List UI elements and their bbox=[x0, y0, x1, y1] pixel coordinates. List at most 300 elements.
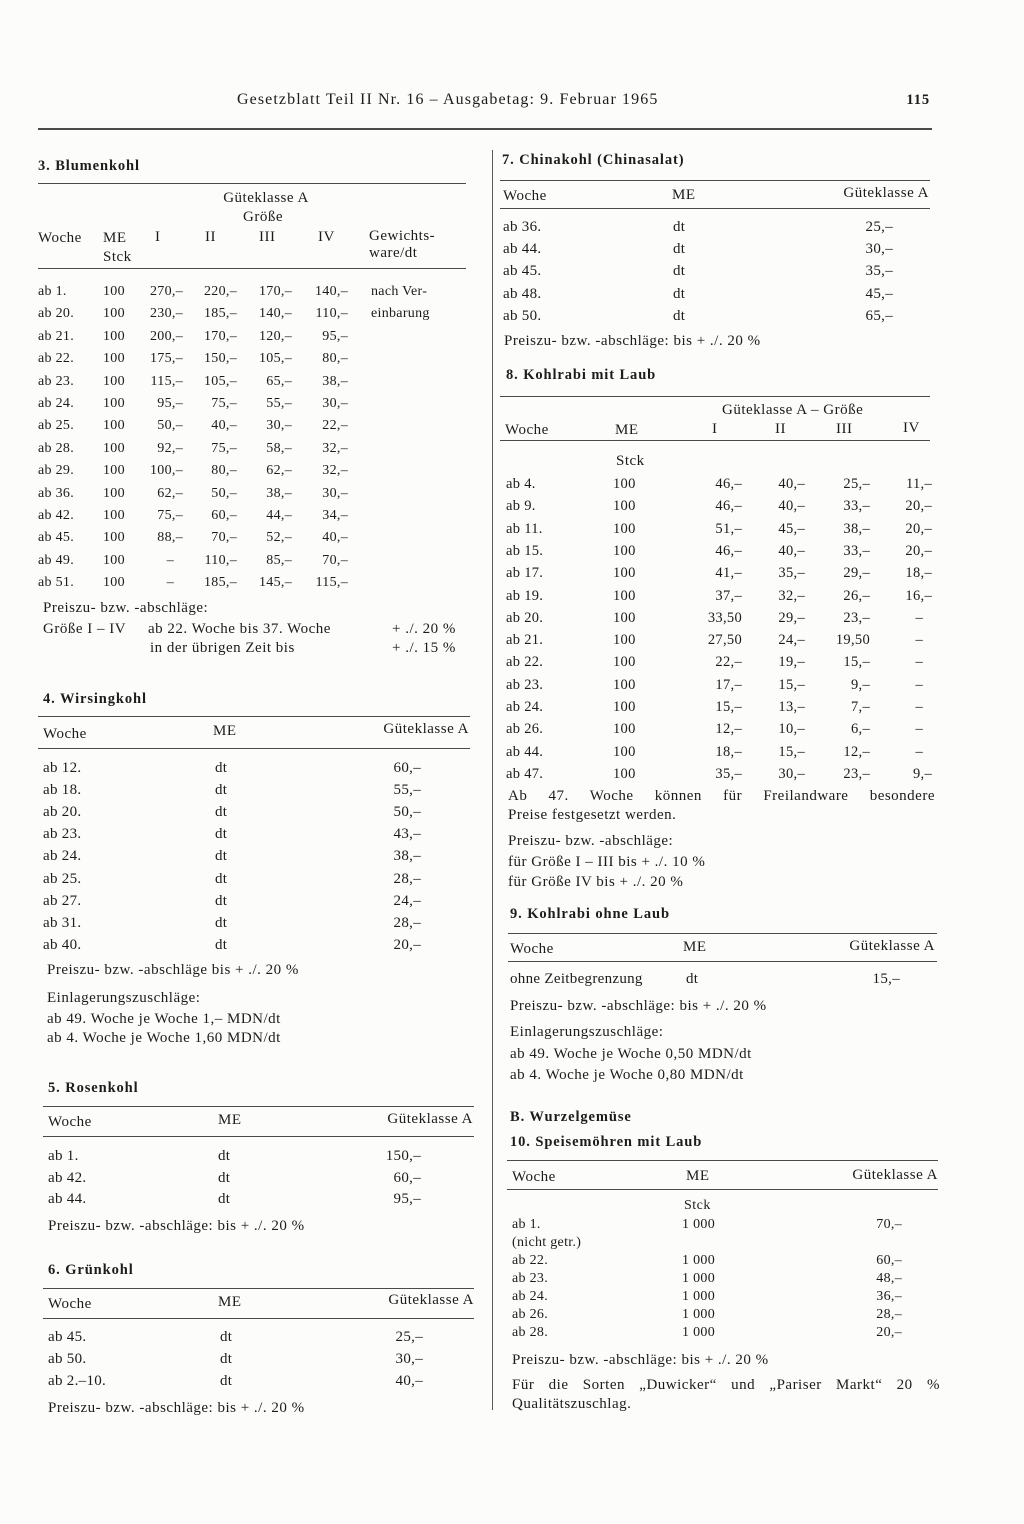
header-rule bbox=[38, 128, 932, 130]
price-ii-cell: 19,– bbox=[778, 654, 805, 671]
price-ii-cell: 40,– bbox=[211, 418, 237, 434]
week-cell: ab 23. bbox=[506, 676, 544, 693]
price-ii-cell: 24,– bbox=[778, 632, 805, 649]
price-iv-cell: 110,– bbox=[315, 306, 348, 322]
price-cell: 60,– bbox=[876, 1253, 902, 1268]
price-iv-cell: – bbox=[915, 743, 923, 760]
price-adjust-line: für Größe IV bis + ./. 20 % bbox=[508, 874, 684, 890]
price-iv-cell: – bbox=[915, 699, 923, 715]
price-adjust-period: in der übrigen Zeit bis bbox=[150, 640, 295, 656]
price-iii-cell: 85,– bbox=[266, 552, 292, 568]
price-iii-cell: 7,– bbox=[850, 699, 870, 715]
quantity-cell: 100 bbox=[103, 284, 125, 299]
quantity-cell: 100 bbox=[613, 587, 636, 604]
week-cell: ab 19. bbox=[506, 587, 544, 604]
price-adjust-line: für Größe I – III bis + ./. 10 % bbox=[508, 854, 706, 870]
section-heading-rosenkohl: 5. Rosenkohl bbox=[48, 1080, 139, 1096]
table-note: Ab 47. Woche können für Freilandware besondere bbox=[508, 788, 935, 804]
quantity-cell: 1 000 bbox=[682, 1217, 715, 1232]
section-heading-wirsingkohl: 4. Wirsingkohl bbox=[43, 691, 147, 707]
price-ii-cell: 105,– bbox=[204, 373, 237, 389]
quantity-cell: 100 bbox=[103, 552, 125, 568]
price-iv-cell: 34,– bbox=[322, 508, 348, 523]
column-header-grade: Güteklasse A bbox=[852, 1167, 938, 1183]
week-cell: ab 28. bbox=[38, 440, 75, 456]
week-cell: ab 20. bbox=[506, 609, 544, 626]
grade-group-label: Güteklasse A bbox=[223, 190, 309, 206]
quantity-cell: 100 bbox=[103, 328, 125, 344]
week-cell: ab 21. bbox=[506, 632, 544, 649]
column-header-i: I bbox=[712, 421, 718, 437]
section-heading-speisemoehren: 10. Speisemöhren mit Laub bbox=[510, 1134, 703, 1150]
unit-cell: dt bbox=[215, 804, 228, 821]
price-i-cell: 115,– bbox=[150, 373, 183, 389]
quantity-cell: 1 000 bbox=[682, 1307, 715, 1322]
unit-cell: dt bbox=[215, 760, 228, 776]
week-cell: ab 50. bbox=[503, 307, 542, 324]
week-cell: ab 20. bbox=[38, 306, 75, 322]
price-iii-cell: 19,50 bbox=[835, 632, 870, 649]
price-i-cell: 22,– bbox=[715, 654, 742, 671]
week-cell: ab 1. bbox=[48, 1148, 79, 1164]
price-ii-cell: 30,– bbox=[778, 765, 805, 782]
column-header-me: ME bbox=[103, 230, 127, 246]
quantity-cell: 100 bbox=[613, 542, 636, 559]
price-cell: 35,– bbox=[865, 263, 893, 280]
price-i-cell: 51,– bbox=[715, 520, 742, 537]
week-cell: ab 23. bbox=[512, 1271, 549, 1286]
unit-cell: dt bbox=[220, 1373, 233, 1389]
quality-surcharge-note: Qualitätszuschlag. bbox=[512, 1396, 632, 1412]
week-cell: ab 4. bbox=[506, 476, 536, 492]
price-iii-cell: 9,– bbox=[850, 676, 870, 693]
table-header-rule bbox=[508, 961, 937, 962]
price-i-cell: 46,– bbox=[715, 498, 742, 515]
column-header-ii: II bbox=[775, 421, 786, 437]
quantity-cell: 100 bbox=[103, 485, 125, 501]
week-cell: ab 18. bbox=[43, 782, 82, 799]
price-iii-cell: 29,– bbox=[843, 565, 870, 582]
price-iii-cell: 33,– bbox=[843, 498, 870, 515]
price-iii-cell: 58,– bbox=[266, 440, 292, 456]
price-cell: 20,– bbox=[876, 1325, 902, 1340]
week-cell: ab 48. bbox=[503, 285, 542, 302]
price-iii-cell: 23,– bbox=[843, 609, 870, 626]
week-cell: ab 44. bbox=[506, 743, 544, 760]
price-iii-cell: 12,– bbox=[843, 743, 870, 760]
price-ii-cell: 150,– bbox=[204, 351, 237, 367]
quantity-cell: 1 000 bbox=[682, 1271, 715, 1286]
week-cell: ab 51. bbox=[38, 575, 75, 591]
price-ii-cell: 50,– bbox=[211, 485, 237, 501]
storage-surcharge-line: ab 49. Woche je Woche 0,50 MDN/dt bbox=[510, 1046, 752, 1062]
week-cell: ab 24. bbox=[43, 848, 82, 865]
quantity-cell: 100 bbox=[613, 609, 636, 626]
column-header-me: ME bbox=[683, 939, 707, 955]
quantity-cell: 100 bbox=[613, 654, 636, 671]
quantity-cell: 100 bbox=[613, 676, 636, 693]
quantity-cell: 1 000 bbox=[682, 1325, 715, 1340]
column-divider bbox=[492, 150, 493, 1410]
week-cell: ab 42. bbox=[48, 1169, 87, 1186]
quantity-cell: 100 bbox=[103, 440, 125, 456]
column-header-woche: Woche bbox=[48, 1296, 92, 1312]
price-ii-cell: 60,– bbox=[211, 508, 237, 523]
table-top-rule bbox=[508, 933, 937, 934]
price-ii-cell: 15,– bbox=[778, 676, 805, 693]
storage-surcharge-line: ab 49. Woche je Woche 1,– MDN/dt bbox=[47, 1011, 281, 1027]
week-cell: ab 40. bbox=[43, 936, 82, 953]
week-cell: ab 36. bbox=[503, 219, 542, 235]
column-header-woche: Woche bbox=[505, 422, 549, 438]
column-header-grade: Güteklasse A bbox=[387, 1111, 473, 1127]
price-i-cell: 33,50 bbox=[707, 609, 742, 626]
table-top-rule bbox=[38, 716, 470, 717]
weight-note-cell: einbarung bbox=[371, 306, 430, 322]
column-header-woche: Woche bbox=[510, 941, 554, 957]
price-ii-cell: 40,– bbox=[778, 542, 805, 559]
price-adjust-size: Größe I – IV bbox=[43, 621, 127, 637]
quantity-cell: 100 bbox=[103, 463, 125, 479]
week-cell: ab 24. bbox=[506, 699, 544, 715]
price-cell: 24,– bbox=[393, 892, 421, 909]
price-iv-cell: – bbox=[915, 721, 923, 738]
price-cell: 38,– bbox=[393, 848, 421, 865]
price-cell: 60,– bbox=[393, 1169, 421, 1186]
price-iii-cell: 30,– bbox=[266, 418, 292, 434]
price-iii-cell: 120,– bbox=[259, 328, 292, 344]
section-heading-gruenkohl: 6. Grünkohl bbox=[48, 1262, 134, 1278]
grade-size-group-label: Güteklasse A – Größe bbox=[722, 402, 864, 418]
price-cell: 30,– bbox=[865, 241, 893, 258]
price-iv-cell: 32,– bbox=[322, 440, 348, 456]
week-cell: ab 23. bbox=[38, 373, 75, 389]
price-iii-cell: 44,– bbox=[266, 508, 292, 523]
price-i-cell: 37,– bbox=[715, 587, 742, 604]
price-iv-cell: 70,– bbox=[322, 552, 348, 568]
price-cell: 28,– bbox=[393, 914, 421, 931]
week-cell: ab 22. bbox=[38, 351, 75, 367]
price-cell: 25,– bbox=[865, 219, 893, 235]
price-iv-cell: 32,– bbox=[322, 463, 348, 479]
price-iv-cell: 22,– bbox=[322, 418, 348, 434]
price-iv-cell: 11,– bbox=[905, 476, 932, 492]
section-heading-blumenkohl: 3. Blumenkohl bbox=[38, 158, 140, 174]
group-heading-wurzelgemuese: B. Wurzelgemüse bbox=[510, 1109, 632, 1125]
price-i-cell: 62,– bbox=[157, 485, 183, 501]
storage-surcharge-line: ab 4. Woche je Woche 1,60 MDN/dt bbox=[47, 1030, 281, 1046]
unit-cell: dt bbox=[686, 971, 699, 987]
week-cell: ab 45. bbox=[48, 1329, 87, 1345]
quantity-cell: 100 bbox=[613, 632, 636, 649]
price-iv-cell: 40,– bbox=[322, 530, 348, 546]
price-ii-cell: 110,– bbox=[204, 552, 237, 568]
price-adjust-label: Preiszu- bzw. -abschläge: bbox=[508, 833, 674, 849]
table-top-rule bbox=[500, 396, 930, 397]
week-cell: ab 26. bbox=[506, 721, 544, 738]
week-cell: ab 47. bbox=[506, 765, 544, 782]
column-header-weight: Gewichts- bbox=[369, 228, 436, 244]
price-adjust-period: ab 22. Woche bis 37. Woche bbox=[148, 621, 331, 637]
price-i-cell: 15,– bbox=[715, 699, 742, 715]
unit-cell: dt bbox=[215, 870, 228, 887]
unit-cell: dt bbox=[215, 936, 228, 953]
week-cell: ab 27. bbox=[43, 892, 82, 909]
price-ii-cell: 29,– bbox=[778, 609, 805, 626]
unit-cell: dt bbox=[215, 826, 228, 843]
table-header-rule bbox=[507, 1189, 938, 1190]
table-header-rule bbox=[38, 268, 466, 269]
column-header-me: ME bbox=[218, 1112, 242, 1128]
week-cell: (nicht getr.) bbox=[512, 1235, 582, 1250]
quantity-cell: 100 bbox=[103, 351, 125, 367]
price-i-cell: 75,– bbox=[157, 508, 183, 523]
price-adjust-text: Preiszu- bzw. -abschläge: bis + ./. 20 % bbox=[48, 1218, 305, 1234]
price-adjust-text: Preiszu- bzw. -abschläge: bis + ./. 20 % bbox=[504, 333, 761, 349]
unit-cell: dt bbox=[215, 892, 228, 909]
quantity-cell: 100 bbox=[613, 498, 636, 515]
storage-surcharge-line: ab 4. Woche je Woche 0,80 MDN/dt bbox=[510, 1067, 744, 1083]
price-cell: 65,– bbox=[865, 307, 893, 324]
column-header-me: ME bbox=[615, 422, 639, 438]
table-header-rule bbox=[500, 208, 930, 209]
column-header-me-unit: Stck bbox=[684, 1198, 711, 1213]
storage-surcharge-label: Einlagerungszuschläge: bbox=[510, 1024, 664, 1040]
table-top-rule bbox=[43, 1106, 474, 1107]
page-number: 115 bbox=[906, 92, 930, 108]
column-header-woche: Woche bbox=[38, 230, 82, 246]
price-i-cell: 46,– bbox=[715, 542, 742, 559]
unit-cell: dt bbox=[673, 307, 686, 324]
price-i-cell: 27,50 bbox=[707, 632, 742, 649]
column-header-me: ME bbox=[218, 1294, 242, 1310]
quantity-cell: 100 bbox=[613, 721, 636, 738]
table-header-rule bbox=[43, 1318, 474, 1319]
price-ii-cell: 75,– bbox=[211, 440, 237, 456]
table-top-rule bbox=[43, 1288, 474, 1289]
section-heading-kohlrabi-mit-laub: 8. Kohlrabi mit Laub bbox=[506, 367, 657, 383]
column-header-me: ME bbox=[672, 187, 696, 203]
storage-surcharge-label: Einlagerungszuschläge: bbox=[47, 990, 201, 1006]
price-i-cell: 200,– bbox=[150, 328, 183, 344]
price-ii-cell: 185,– bbox=[204, 306, 237, 322]
price-adjust-text: Preiszu- bzw. -abschläge: bis + ./. 20 % bbox=[512, 1352, 769, 1368]
week-cell: ab 44. bbox=[48, 1191, 87, 1207]
price-i-cell: 92,– bbox=[157, 440, 183, 456]
price-cell: 28,– bbox=[393, 870, 421, 887]
price-adjust-text: Preiszu- bzw. -abschläge: bis + ./. 20 % bbox=[48, 1400, 305, 1416]
price-iv-cell: – bbox=[915, 632, 923, 649]
price-iii-cell: 23,– bbox=[843, 765, 870, 782]
price-iv-cell: – bbox=[915, 676, 923, 693]
week-cell: ab 49. bbox=[38, 552, 75, 568]
week-cell: ab 29. bbox=[38, 463, 75, 479]
quality-surcharge-note: Für die Sorten „Duwicker“ und „Pariser Markt“ 20 % bbox=[512, 1377, 940, 1393]
price-adjust-text: Preiszu- bzw. -abschläge bis + ./. 20 % bbox=[47, 962, 299, 978]
week-cell: ab 22. bbox=[512, 1253, 549, 1268]
quantity-cell: 100 bbox=[103, 530, 125, 546]
price-cell: 55,– bbox=[393, 782, 421, 799]
week-cell: ab 42. bbox=[38, 508, 75, 523]
week-cell: ab 15. bbox=[506, 542, 544, 559]
price-cell: 50,– bbox=[393, 804, 421, 821]
price-iii-cell: 6,– bbox=[850, 721, 870, 738]
column-header-iv: IV bbox=[318, 229, 335, 245]
price-iii-cell: 105,– bbox=[259, 351, 292, 367]
column-header-iii: III bbox=[836, 421, 853, 437]
week-cell: ab 20. bbox=[43, 804, 82, 821]
table-top-rule bbox=[507, 1160, 938, 1161]
week-cell: ab 1. bbox=[38, 284, 67, 299]
gazette-title: Gesetzblatt Teil II Nr. 16 – Ausgabetag: 9. Februar 1965 bbox=[237, 91, 659, 108]
weight-note-cell: nach Ver- bbox=[371, 284, 428, 299]
quantity-cell: 100 bbox=[103, 396, 125, 411]
price-iv-cell: 9,– bbox=[912, 765, 932, 782]
price-cell: 25,– bbox=[395, 1329, 423, 1345]
price-cell: 60,– bbox=[393, 760, 421, 776]
period-cell: ohne Zeitbegrenzung bbox=[510, 971, 643, 987]
price-i-cell: 175,– bbox=[150, 351, 183, 367]
price-ii-cell: 15,– bbox=[778, 743, 805, 760]
quantity-cell: 100 bbox=[613, 520, 636, 537]
week-cell: ab 1. bbox=[512, 1217, 541, 1232]
unit-cell: dt bbox=[673, 219, 686, 235]
price-iii-cell: 55,– bbox=[266, 396, 292, 411]
price-ii-cell: 10,– bbox=[778, 721, 805, 738]
price-cell: 28,– bbox=[876, 1307, 902, 1322]
price-ii-cell: 45,– bbox=[778, 520, 805, 537]
column-header-woche: Woche bbox=[43, 726, 87, 742]
unit-cell: dt bbox=[673, 241, 686, 258]
week-cell: ab 25. bbox=[38, 418, 75, 434]
price-cell: 40,– bbox=[395, 1373, 423, 1389]
week-cell: ab 24. bbox=[512, 1289, 549, 1304]
quantity-cell: 1 000 bbox=[682, 1289, 715, 1304]
price-iv-cell: – bbox=[915, 609, 923, 626]
column-header-grade: Güteklasse A bbox=[383, 721, 469, 737]
price-i-cell: – bbox=[166, 552, 174, 568]
week-cell: ab 50. bbox=[48, 1351, 87, 1367]
price-cell: 20,– bbox=[393, 936, 421, 953]
price-iii-cell: 26,– bbox=[843, 587, 870, 604]
column-header-me-unit: Stck bbox=[103, 249, 132, 265]
unit-cell: dt bbox=[673, 285, 686, 302]
price-i-cell: 41,– bbox=[715, 565, 742, 582]
price-ii-cell: 35,– bbox=[778, 565, 805, 582]
unit-cell: dt bbox=[215, 848, 228, 865]
quantity-cell: 100 bbox=[613, 699, 636, 715]
price-cell: 95,– bbox=[393, 1191, 421, 1207]
price-iv-cell: 95,– bbox=[322, 328, 348, 344]
price-i-cell: 100,– bbox=[150, 463, 183, 479]
price-adjust-rate: + ./. 20 % bbox=[392, 621, 456, 637]
column-header-woche: Woche bbox=[48, 1114, 92, 1130]
week-cell: ab 21. bbox=[38, 328, 75, 344]
price-cell: 43,– bbox=[393, 826, 421, 843]
price-iv-cell: 38,– bbox=[322, 373, 348, 389]
price-i-cell: 46,– bbox=[715, 476, 742, 492]
quantity-cell: 100 bbox=[103, 306, 125, 322]
price-cell: 15,– bbox=[872, 971, 900, 987]
week-cell: ab 12. bbox=[43, 760, 82, 776]
column-header-me-unit: Stck bbox=[616, 453, 645, 469]
column-header-iv: IV bbox=[903, 420, 920, 436]
table-header-rule bbox=[43, 1136, 474, 1137]
price-iii-cell: 140,– bbox=[259, 306, 292, 322]
price-iv-cell: 18,– bbox=[905, 565, 932, 582]
price-cell: 150,– bbox=[385, 1148, 421, 1164]
price-iii-cell: 15,– bbox=[843, 654, 870, 671]
size-group-label: Größe bbox=[243, 209, 283, 225]
price-iii-cell: 65,– bbox=[266, 373, 292, 389]
price-iii-cell: 62,– bbox=[266, 463, 292, 479]
week-cell: ab 28. bbox=[512, 1325, 549, 1340]
week-cell: ab 17. bbox=[506, 565, 544, 582]
section-heading-chinakohl: 7. Chinakohl (Chinasalat) bbox=[502, 152, 685, 168]
price-i-cell: 230,– bbox=[150, 306, 183, 322]
price-iii-cell: 170,– bbox=[259, 284, 292, 299]
column-header-woche: Woche bbox=[503, 188, 547, 204]
week-cell: ab 31. bbox=[43, 914, 82, 931]
week-cell: ab 25. bbox=[43, 870, 82, 887]
table-note: Preise festgesetzt werden. bbox=[508, 807, 677, 823]
table-header-rule bbox=[38, 748, 470, 749]
column-header-grade: Güteklasse A bbox=[843, 185, 929, 201]
price-iv-cell: 20,– bbox=[905, 542, 932, 559]
price-adjust-text: Preiszu- bzw. -abschläge: bis + ./. 20 % bbox=[510, 998, 767, 1014]
price-iv-cell: 20,– bbox=[905, 520, 932, 537]
week-cell: ab 45. bbox=[503, 263, 542, 280]
unit-cell: dt bbox=[215, 782, 228, 799]
price-ii-cell: 220,– bbox=[204, 284, 237, 299]
quantity-cell: 100 bbox=[613, 565, 636, 582]
price-iii-cell: 38,– bbox=[843, 520, 870, 537]
column-header-grade: Güteklasse A bbox=[388, 1292, 474, 1308]
quantity-cell: 100 bbox=[103, 575, 125, 591]
price-i-cell: – bbox=[166, 575, 174, 591]
quantity-cell: 100 bbox=[103, 508, 125, 523]
price-iv-cell: 115,– bbox=[315, 575, 348, 591]
price-cell: 36,– bbox=[876, 1289, 902, 1304]
price-iii-cell: 38,– bbox=[266, 485, 292, 501]
price-ii-cell: 75,– bbox=[211, 396, 237, 411]
price-iv-cell: 140,– bbox=[315, 284, 348, 299]
price-iii-cell: 52,– bbox=[266, 530, 292, 546]
price-i-cell: 270,– bbox=[150, 284, 183, 299]
price-i-cell: 18,– bbox=[715, 743, 742, 760]
price-ii-cell: 32,– bbox=[778, 587, 805, 604]
week-cell: ab 22. bbox=[506, 654, 544, 671]
unit-cell: dt bbox=[220, 1351, 233, 1367]
price-iv-cell: 30,– bbox=[322, 485, 348, 501]
quantity-cell: 100 bbox=[613, 476, 636, 492]
week-cell: ab 36. bbox=[38, 485, 75, 501]
column-header-iii: III bbox=[259, 229, 276, 245]
week-cell: ab 11. bbox=[506, 520, 543, 537]
column-header-weight-unit: ware/dt bbox=[369, 245, 418, 261]
quantity-cell: 100 bbox=[613, 765, 636, 782]
price-ii-cell: 70,– bbox=[211, 530, 237, 546]
column-header-ii: II bbox=[205, 229, 216, 245]
unit-cell: dt bbox=[218, 1148, 231, 1164]
price-cell: 45,– bbox=[865, 285, 893, 302]
price-iii-cell: 25,– bbox=[843, 476, 870, 492]
unit-cell: dt bbox=[673, 263, 686, 280]
price-iv-cell: 80,– bbox=[322, 351, 348, 367]
price-ii-cell: 40,– bbox=[778, 498, 805, 515]
unit-cell: dt bbox=[220, 1329, 233, 1345]
price-i-cell: 17,– bbox=[715, 676, 742, 693]
